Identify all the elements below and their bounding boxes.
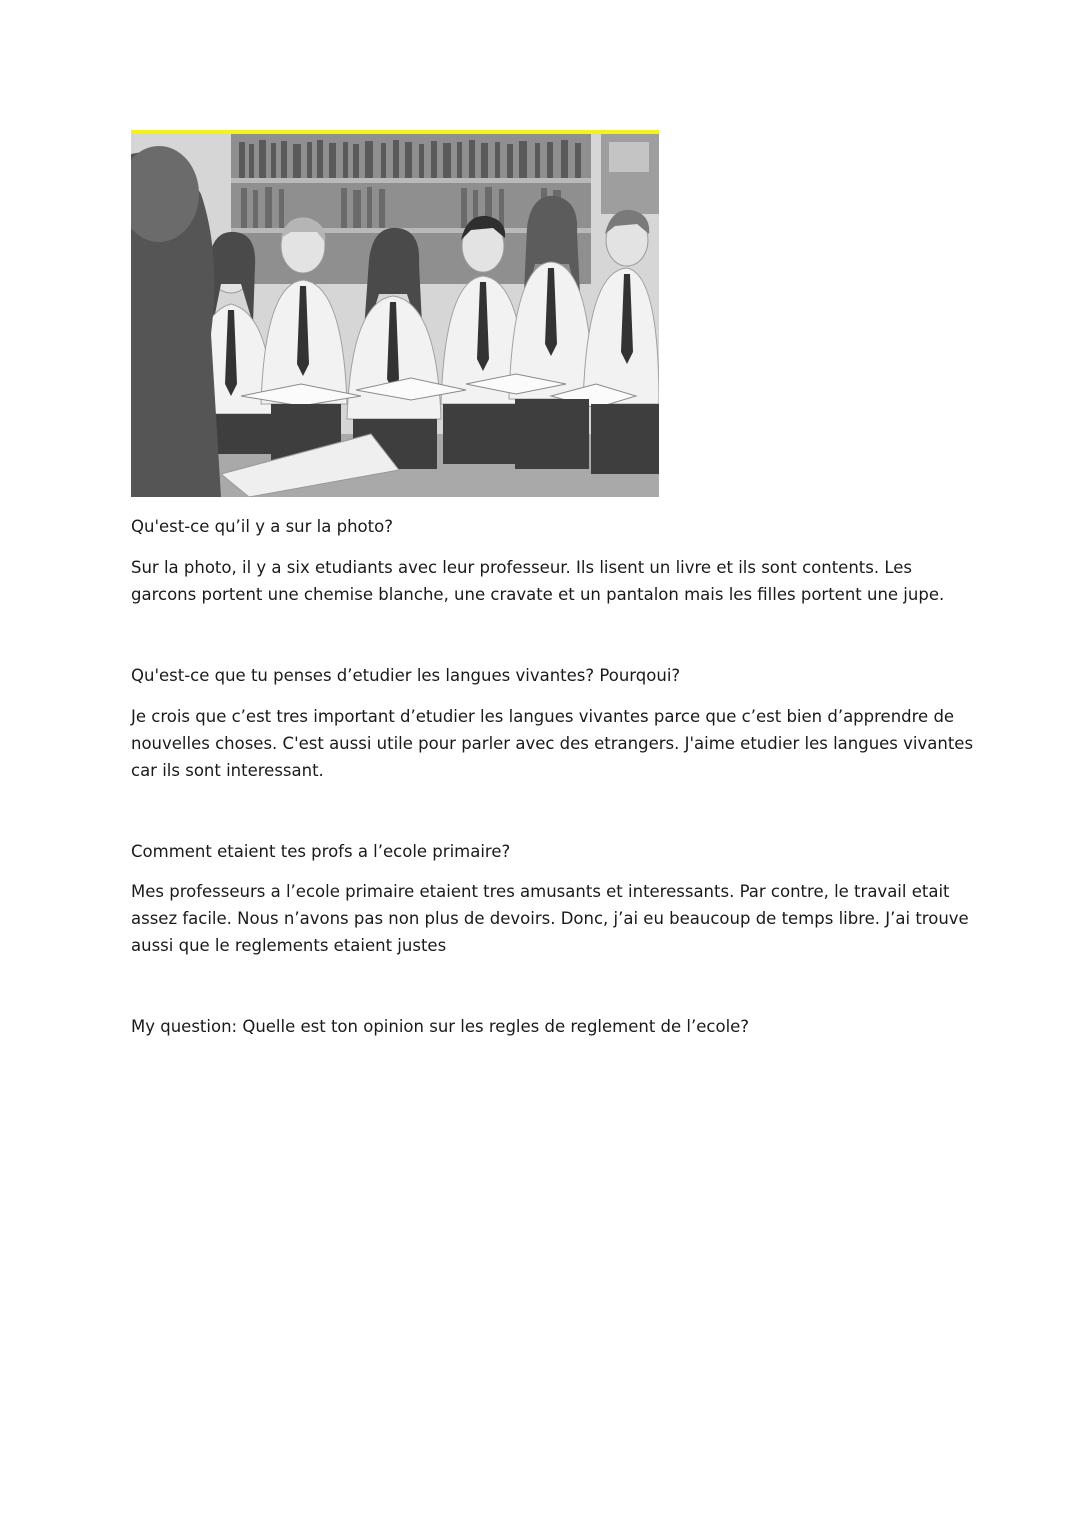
answer-3-line-3: aussi que le reglements etaient justes <box>131 936 447 955</box>
question-2: Qu'est-ce que tu penses d’etudier les langues vivantes? Pourqoui? <box>131 666 681 685</box>
answer-2 <box>131 703 974 784</box>
answer-1 <box>131 554 961 608</box>
answer-2-line-2: nouvelles choses. C'est aussi utile pour parler avec des etrangers. J'aime etudier les langues vivantes <box>131 734 974 753</box>
answer-3-line-1: Mes professeurs a l’ecole primaire etaient tres amusants et interessants. Par contre, le travail etait <box>131 882 950 901</box>
question-1: Qu'est-ce qu’il y a sur la photo? <box>131 517 393 536</box>
question-3: Comment etaient tes profs a l’ecole primaire? <box>131 842 511 861</box>
my-question: My question: Quelle est ton opinion sur les regles de reglement de l’ecole? <box>131 1017 750 1036</box>
answer-2-line-3: car ils sont interessant. <box>131 761 324 780</box>
answer-3 <box>131 878 969 959</box>
answer-3-line-2: assez facile. Nous n’avons pas non plus de devoirs. Donc, j’ai eu beaucoup de temps libre. J’ai trouve <box>131 909 969 928</box>
answer-2-line-1: Je crois que c’est tres important d’etudier les langues vivantes parce que c’est bien d’apprendre de <box>131 707 955 726</box>
answer-1-line-2: garcons portent une chemise blanche, une cravate et un pantalon mais les filles portent une jupe. <box>131 585 945 604</box>
classroom-photo-illustration <box>131 134 659 497</box>
answer-1-line-1: Sur la photo, il y a six etudiants avec leur professeur. Ils lisent un livre et ils sont contents. Les <box>131 558 912 577</box>
classroom-photo <box>131 130 659 497</box>
